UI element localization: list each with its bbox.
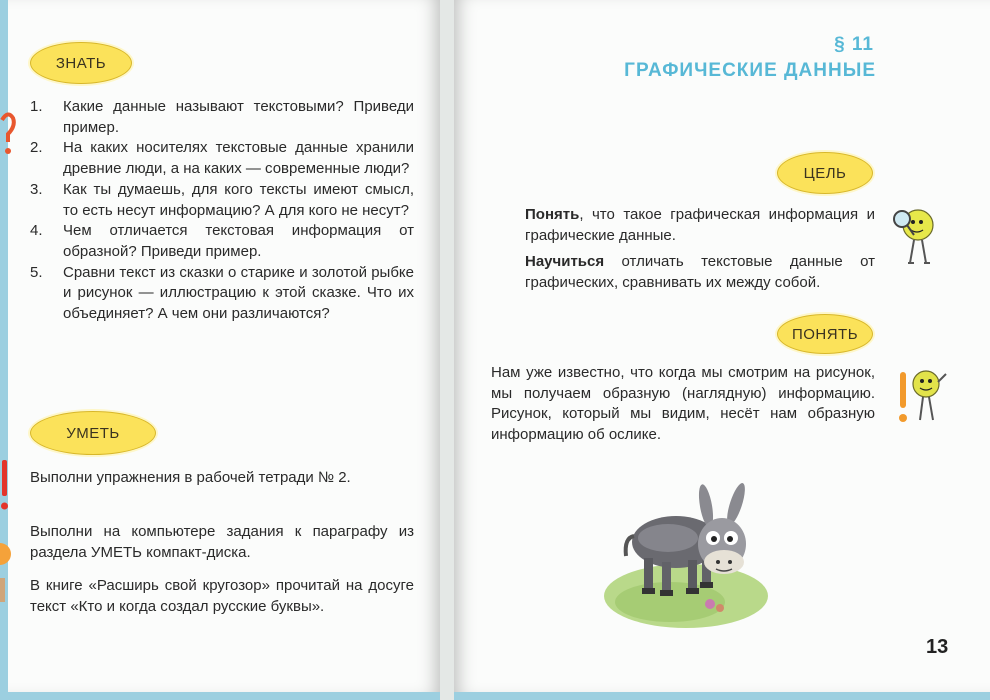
understand-badge bbox=[777, 314, 873, 354]
know-badge bbox=[30, 42, 132, 84]
item-text: Как ты думаешь, для кого тексты имеют смысл, то есть несут информацию? А для кого не несут? bbox=[63, 180, 414, 219]
item-text: Чем отличается текстовая информация от образной? Приведи пример. bbox=[63, 222, 414, 260]
understand-paragraph: Нам уже известно, что когда мы смотрим на рисунок, мы получаем образную (наглядную) информацию. Рисунок, который мы видим, несёт нам образную информацию об ослике. bbox=[491, 364, 875, 443]
list-item bbox=[30, 221, 414, 262]
goal-understand-keyword: Понять bbox=[525, 206, 580, 223]
item-number: 1. bbox=[30, 98, 43, 115]
goal-learn-paragraph bbox=[525, 252, 875, 293]
goal-badge bbox=[777, 152, 873, 194]
goal-learn-text: отличать текстовые данные от графических, сравнивать их между собой. bbox=[525, 253, 875, 291]
goal-understand-text: , что такое графическая информация и графические данные. bbox=[525, 206, 875, 244]
list-item bbox=[30, 180, 414, 221]
item-number: 5. bbox=[30, 263, 43, 281]
goal-understand-paragraph bbox=[525, 205, 875, 246]
questions-list bbox=[30, 97, 414, 325]
item-number: 2. bbox=[30, 139, 43, 157]
page-number: 13 bbox=[926, 636, 949, 658]
exclamation-character-icon bbox=[892, 366, 948, 428]
skill-badge-label: УМЕТЬ bbox=[66, 424, 120, 442]
item-number: 4. bbox=[30, 222, 43, 240]
exercise-paragraph: Выполни упражнения в рабочей тетради № 2. bbox=[30, 469, 351, 486]
skill-badge bbox=[30, 411, 156, 455]
section-number: § 11 bbox=[834, 34, 874, 55]
book-gutter bbox=[440, 0, 454, 700]
reading-paragraph: В книге «Расширь свой кругозор» прочитай на досуге текст «Кто и когда создал русские буквы». bbox=[30, 577, 414, 615]
item-number: 3. bbox=[30, 180, 43, 198]
magnifier-character-icon bbox=[888, 205, 938, 267]
goal-badge-label: ЦЕЛЬ bbox=[803, 164, 847, 182]
character-fragment-icon bbox=[0, 536, 12, 616]
understand-badge-label: ПОНЯТЬ bbox=[791, 325, 859, 343]
exclamation-mark-icon bbox=[0, 460, 10, 512]
section-title: ГРАФИЧЕСКИЕ ДАННЫЕ bbox=[624, 60, 876, 81]
computer-task-paragraph: Выполни на компьютере задания к параграфу из раздела УМЕТЬ компакт-диска. bbox=[30, 523, 414, 561]
item-text: Какие данные называют текстовыми? Приведи пример. bbox=[63, 98, 414, 136]
list-item bbox=[30, 97, 414, 138]
donkey-illustration bbox=[600, 478, 770, 634]
know-badge-label: ЗНАТЬ bbox=[55, 54, 107, 72]
goal-learn-keyword: Научиться bbox=[525, 253, 605, 270]
question-mark-icon bbox=[0, 108, 16, 158]
item-text: На каких носителях текстовые данные хранили древние люди, а на каких — современные люди? bbox=[63, 139, 414, 178]
list-item bbox=[30, 138, 414, 179]
list-item bbox=[30, 263, 414, 325]
item-text: Сравни текст из сказки о старике и золотой рыбке и рисунок — иллюстрацию к этой сказке. Что их объединяет? А чем они различаются? bbox=[63, 263, 414, 323]
